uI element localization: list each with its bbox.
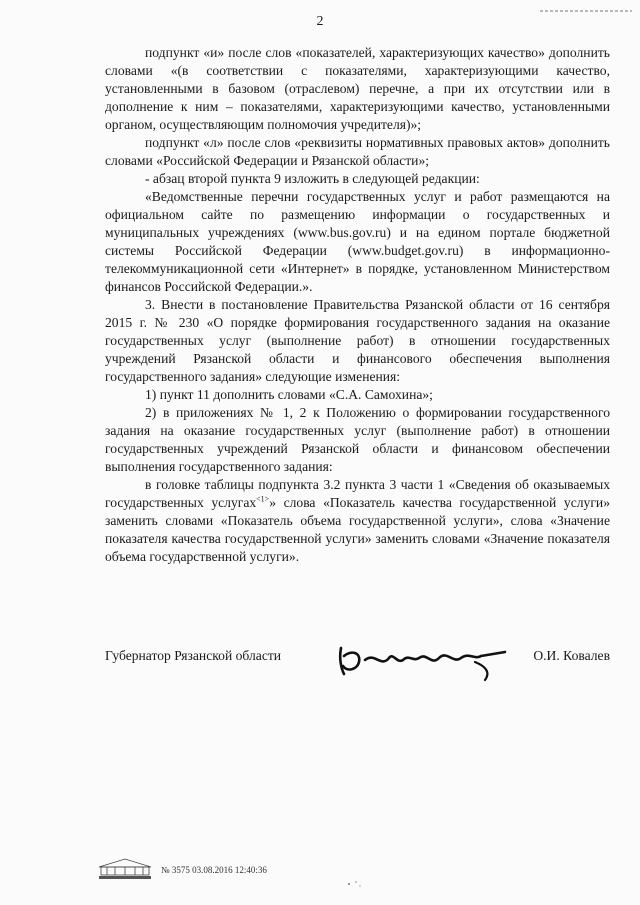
scan-artifact-mark [540, 8, 632, 14]
paragraph-item-3: 3. Внести в постановление Правительства Рязанской области от 16 сентября 2015 г. № 230 «О порядке формирования государственного задания на оказание государственных услуг (выполнение работ) в отношении государственных учреждений Рязанской области и финансового обеспечения выполнения государственного задания» следующие изменения: [105, 297, 610, 384]
paragraph-podpunkt-i: подпункт «и» после слов «показателей, характеризующих качество» дополнить словами «(в соответствии с показателями, характеризующими качество, установленными в базовом (отраслевом) перечне, а при их отсутствии или в дополнение к ним – показателями, характеризующими качество, установленными органом, осуществляющим полномочия учредителя)»; [105, 45, 610, 132]
scan-artifact-speck [345, 879, 363, 889]
government-building-icon [95, 857, 155, 881]
text-before-footnote: в головке таблицы подпункта 3.2 пункта 3 части 1 «Сведения об оказываемых государственных услугах [105, 477, 610, 510]
signatory-name: О.И. Ковалев [533, 648, 610, 663]
paragraph-table-header-change [105, 476, 610, 566]
paragraph-quote-vedomstvennye: «Ведомственные перечни государственных услуг и работ размещаются на официальном сайте по размещению информации о государственных и муниципальных учреждениях (www.bus.gov.ru) и на едином портале бюджетной системы Российской Федерации (www.budget.gov.ru) в информационно-телекоммуникационной сети «Интернет» в порядке, установленном Министерством финансов Российской Федерации.». [105, 189, 610, 294]
page-number: 2 [316, 14, 324, 29]
paragraph-subitem-2: 2) в приложениях № 1, 2 к Положению о формировании государственного задания на оказание государственных услуг (выполнение работ) в отношении государственных учреждений Рязанской области и финансовом обеспечении выполнения государственного задания: [105, 405, 610, 474]
paragraph-abzac-punkt-9: - абзац второй пункта 9 изложить в следующей редакции: [145, 171, 480, 186]
paragraph-subitem-1: 1) пункт 11 дополнить словами «С.А. Самохина»; [145, 387, 433, 402]
document-body [105, 44, 610, 566]
text-after-footnote: » слова «Показатель качества государственной услуги» заменить словами «Показатель объема государственной услуги», слова «Значение показателя качества государственной услуги» заменить словами «Значение показателя объема государственной услуги». [105, 495, 610, 564]
signatory-title: Губернатор Рязанской области [105, 648, 282, 663]
footnote-marker: <1> [256, 494, 270, 504]
paragraph-podpunkt-l: подпункт «л» после слов «реквизиты нормативных правовых актов» дополнить словами «Российской Федерации и Рязанской области»; [105, 135, 610, 168]
signature-block [105, 638, 610, 682]
registration-number: № 3575 03.08.2016 12:40:36 [161, 865, 267, 875]
handwritten-signature [335, 638, 515, 682]
